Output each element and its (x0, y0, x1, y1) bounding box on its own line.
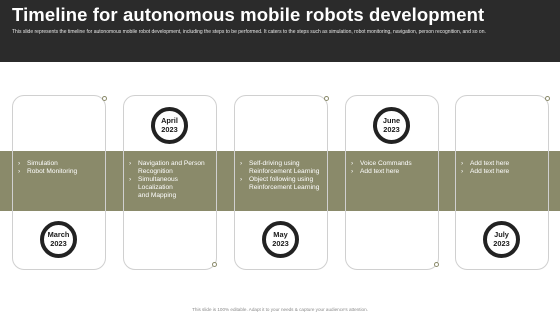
milestone-year: 2023 (383, 124, 400, 134)
milestone-month: April (161, 115, 178, 125)
chevron-right-icon: › (129, 176, 132, 184)
chevron-right-icon: › (351, 160, 354, 167)
milestone-year: 2023 (161, 124, 178, 134)
chevron-right-icon: › (240, 176, 243, 184)
connector-dot (212, 262, 217, 267)
milestone-month: May (273, 229, 288, 239)
date-badge-march (40, 221, 77, 258)
chevron-right-icon: › (240, 160, 243, 167)
slide-title: Timeline for autonomous mobile robots development (12, 4, 485, 25)
date-badge-july (483, 221, 520, 258)
connector-dot (324, 96, 329, 101)
milestone-item: Recognition (138, 168, 173, 176)
milestone-item: › Navigation and Person (129, 160, 205, 167)
milestone-item: › Add text here (461, 160, 510, 167)
connector-dot (545, 96, 550, 101)
milestone-items (18, 160, 77, 176)
milestone-item: › Object following using (240, 176, 314, 184)
chevron-right-icon: › (461, 168, 464, 176)
milestone-year: 2023 (493, 238, 510, 248)
chevron-right-icon: › (351, 168, 354, 176)
milestone-item: › Voice Commands (351, 160, 412, 167)
connector-dot (102, 96, 107, 101)
milestone-month: March (47, 229, 70, 239)
milestone-item: › Add text here (351, 168, 400, 176)
milestone-items (240, 160, 319, 192)
chevron-right-icon: › (18, 168, 21, 176)
milestone-month: July (494, 229, 509, 239)
slide-subtitle: This slide represents the timeline for autonomous mobile robot development, including the steps to be performed. It caters to the steps such as simulation, robot monitoring, navigation, person recognition, and so on. (12, 29, 486, 35)
chevron-right-icon: › (461, 160, 464, 167)
milestone-item: › Simultaneous (129, 176, 178, 184)
connector-dot (434, 262, 439, 267)
chevron-right-icon: › (18, 160, 21, 167)
milestone-item: Localization (138, 184, 173, 192)
footer-note: This slide is 100% editable. Adapt it to your needs & capture your audience's attention. (192, 307, 368, 312)
chevron-right-icon: › (129, 160, 132, 167)
milestone-item: › Add text here (461, 168, 510, 176)
milestone-item: Reinforcement Learning (249, 184, 320, 192)
milestone-year: 2023 (50, 238, 67, 248)
milestone-item: › Self-driving using (240, 160, 300, 167)
milestone-item: › Robot Monitoring (18, 168, 78, 176)
milestone-items (351, 160, 412, 176)
milestone-item: and Mapping (138, 192, 177, 200)
date-badge-june (373, 107, 410, 144)
date-badge-may (262, 221, 299, 258)
milestone-items (129, 160, 205, 200)
milestone-item: Reinforcement Learning (249, 168, 320, 176)
milestone-items (461, 160, 509, 176)
slide-header (0, 0, 560, 62)
milestone-year: 2023 (272, 238, 289, 248)
milestone-month: June (382, 115, 401, 125)
milestone-item: › Simulation (18, 160, 58, 167)
date-badge-april (151, 107, 188, 144)
